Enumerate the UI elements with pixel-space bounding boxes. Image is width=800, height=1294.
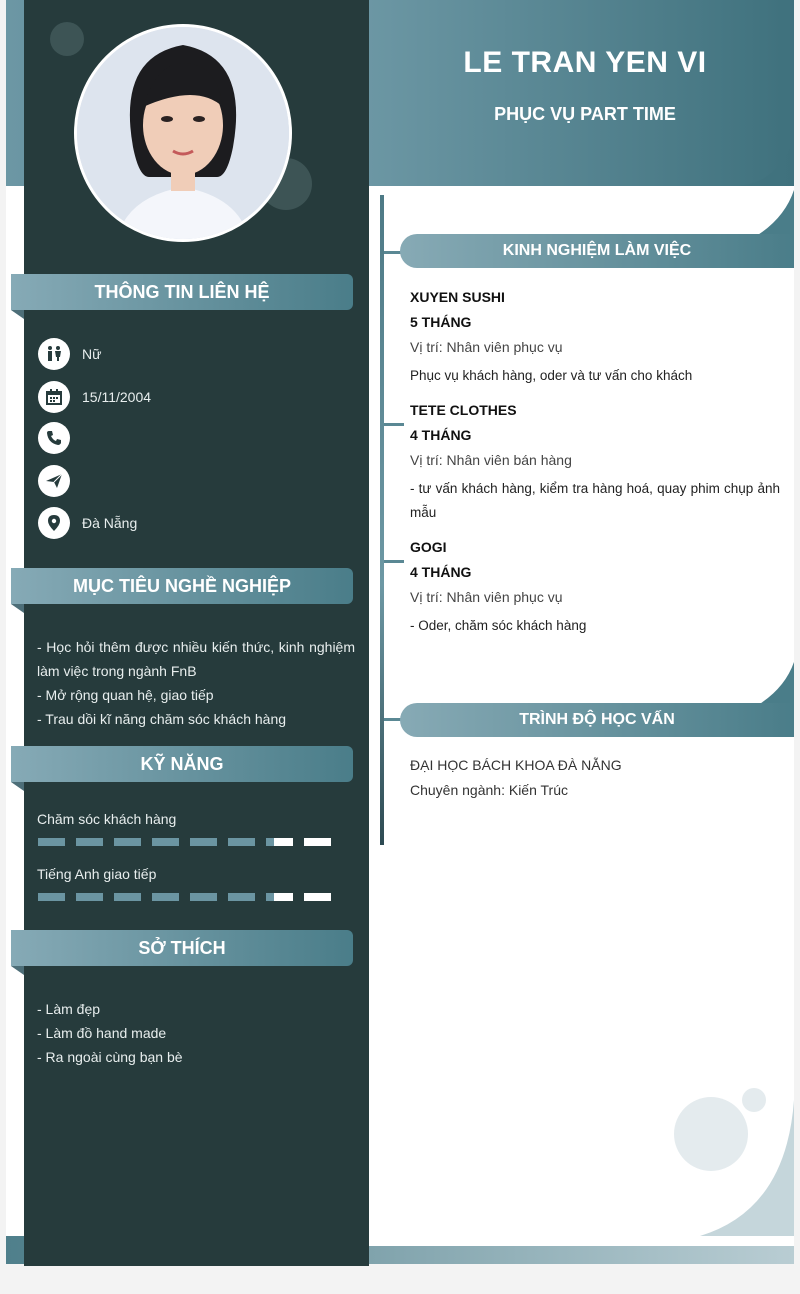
skill-level-bar xyxy=(38,838,331,846)
phone-icon xyxy=(38,422,70,454)
job-company: XUYEN SUSHI xyxy=(410,289,505,305)
profile-photo xyxy=(74,24,292,242)
contact-email xyxy=(38,464,82,498)
calendar-icon xyxy=(38,381,70,413)
job-company: TETE CLOTHES xyxy=(410,402,517,418)
skills-heading: KỸ NĂNG xyxy=(11,746,353,782)
job-duration: 5 THÁNG xyxy=(410,314,472,330)
education-major: Chuyên ngành: Kiến Trúc xyxy=(410,782,568,798)
contact-phone xyxy=(38,421,82,455)
education-school: ĐẠI HỌC BÁCH KHOA ĐÀ NẴNG xyxy=(410,757,622,773)
hobbies-heading: SỞ THÍCH xyxy=(11,930,353,966)
experience-heading: KINH NGHIỆM LÀM VIỆC xyxy=(400,234,794,268)
hobbies-text xyxy=(37,997,355,1069)
contact-birthday xyxy=(38,380,151,414)
job-description: - Oder, chăm sóc khách hàng xyxy=(410,618,587,633)
contact-location-text: Đà Nẵng xyxy=(82,515,138,531)
hobby-item: - Làm đồ hand made xyxy=(37,1025,167,1041)
contact-gender-text: Nữ xyxy=(82,346,102,362)
education-heading: TRÌNH ĐỘ HỌC VẤN xyxy=(400,703,794,737)
job-duration: 4 THÁNG xyxy=(410,427,472,443)
job-position: Vị trí: Nhân viên phục vụ xyxy=(410,339,563,355)
timeline-tick xyxy=(384,423,404,426)
objective-text xyxy=(37,635,355,731)
job-position: Vị trí: Nhân viên bán hàng xyxy=(410,452,572,468)
location-icon xyxy=(38,507,70,539)
timeline-tick xyxy=(384,560,404,563)
timeline-line xyxy=(380,195,384,845)
objective-line: - Mở rộng quan hệ, giao tiếp xyxy=(37,687,214,703)
job-description: Phục vụ khách hàng, oder và tư vấn cho khách xyxy=(410,368,693,383)
contact-heading: THÔNG TIN LIÊN HỆ xyxy=(11,274,353,310)
contact-gender xyxy=(38,337,101,371)
candidate-role: PHỤC VỤ PART TIME xyxy=(494,104,676,124)
decor-circle xyxy=(674,1097,748,1171)
decor-circle xyxy=(742,1088,766,1112)
objective-heading: MỤC TIÊU NGHỀ NGHIỆP xyxy=(11,568,353,604)
skill-name: Chăm sóc khách hàng xyxy=(37,811,177,827)
objective-line: - Trau dồi kĩ năng chăm sóc khách hàng xyxy=(37,711,287,727)
job-position: Vị trí: Nhân viên phục vụ xyxy=(410,589,563,605)
objective-line: - Học hỏi thêm được nhiều kiến thức, kinh nghiệm làm việc trong ngành FnB xyxy=(37,639,355,679)
candidate-name: LE TRAN YEN VI xyxy=(463,46,707,79)
skill-name: Tiếng Anh giao tiếp xyxy=(37,866,157,882)
job-description: - tư vấn khách hàng, kiểm tra hàng hoá, quay phim chụp ảnh mẫu xyxy=(410,481,780,520)
skill-level-bar xyxy=(38,893,331,901)
hobby-item: - Ra ngoài cùng bạn bè xyxy=(37,1049,183,1065)
hobby-item: - Làm đẹp xyxy=(37,1001,101,1017)
contact-location xyxy=(38,506,137,540)
job-company: GOGI xyxy=(410,539,447,555)
send-icon xyxy=(38,465,70,497)
contact-birthday-text: 15/11/2004 xyxy=(82,389,152,405)
job-duration: 4 THÁNG xyxy=(410,564,472,580)
gender-icon xyxy=(38,338,70,370)
decor-circle xyxy=(50,22,84,56)
